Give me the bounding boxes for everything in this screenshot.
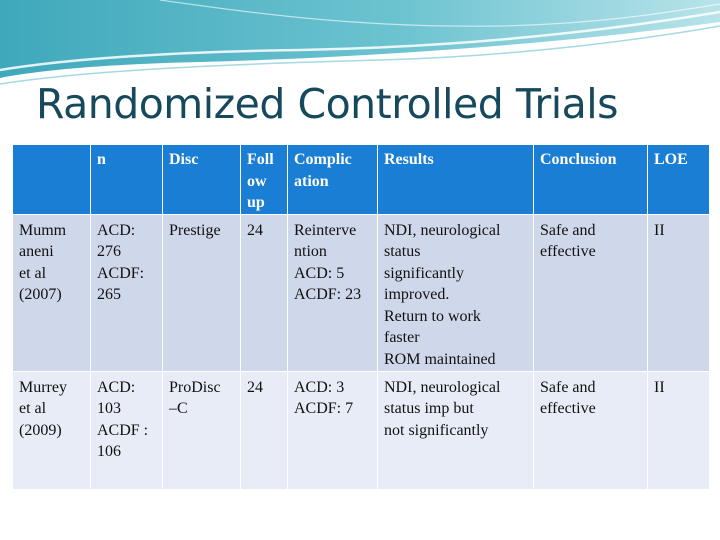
cell-loe: II [648,371,710,489]
cell-conclusion: Safe and effective [534,214,648,371]
cell-loe: II [648,214,710,371]
cell-results: NDI, neurological status significantly improved. Return to work faster ROM maintained [378,214,534,371]
cell-follow-up: 24 [241,371,288,489]
cell-disc: Prestige [163,214,241,371]
table-row [13,214,710,371]
cell-study: Murrey et al (2009) [13,371,91,489]
table-row [13,371,710,489]
header-disc: Disc [163,145,241,215]
header-n: n [91,145,163,215]
cell-n: ACD: 276 ACDF: 265 [91,214,163,371]
header-conclusion: Conclusion [534,145,648,215]
header-results: Results [378,145,534,215]
rct-table [12,144,710,490]
cell-study: Mumm aneni et al (2007) [13,214,91,371]
header-study [13,145,91,215]
header-follow-up: Foll ow up [241,145,288,215]
table-header-row [13,145,710,215]
cell-disc: ProDisc –C [163,371,241,489]
slide-title: Randomized Controlled Trials [36,80,618,128]
header-wave-decoration [0,0,720,90]
header-loe: LOE [648,145,710,215]
cell-conclusion: Safe and effective [534,371,648,489]
cell-complication: Reinterve ntion ACD: 5 ACDF: 23 [288,214,378,371]
cell-complication: ACD: 3 ACDF: 7 [288,371,378,489]
cell-follow-up: 24 [241,214,288,371]
cell-n: ACD: 103 ACDF : 106 [91,371,163,489]
header-complication: Complic ation [288,145,378,215]
cell-results: NDI, neurological status imp but not significantly [378,371,534,489]
